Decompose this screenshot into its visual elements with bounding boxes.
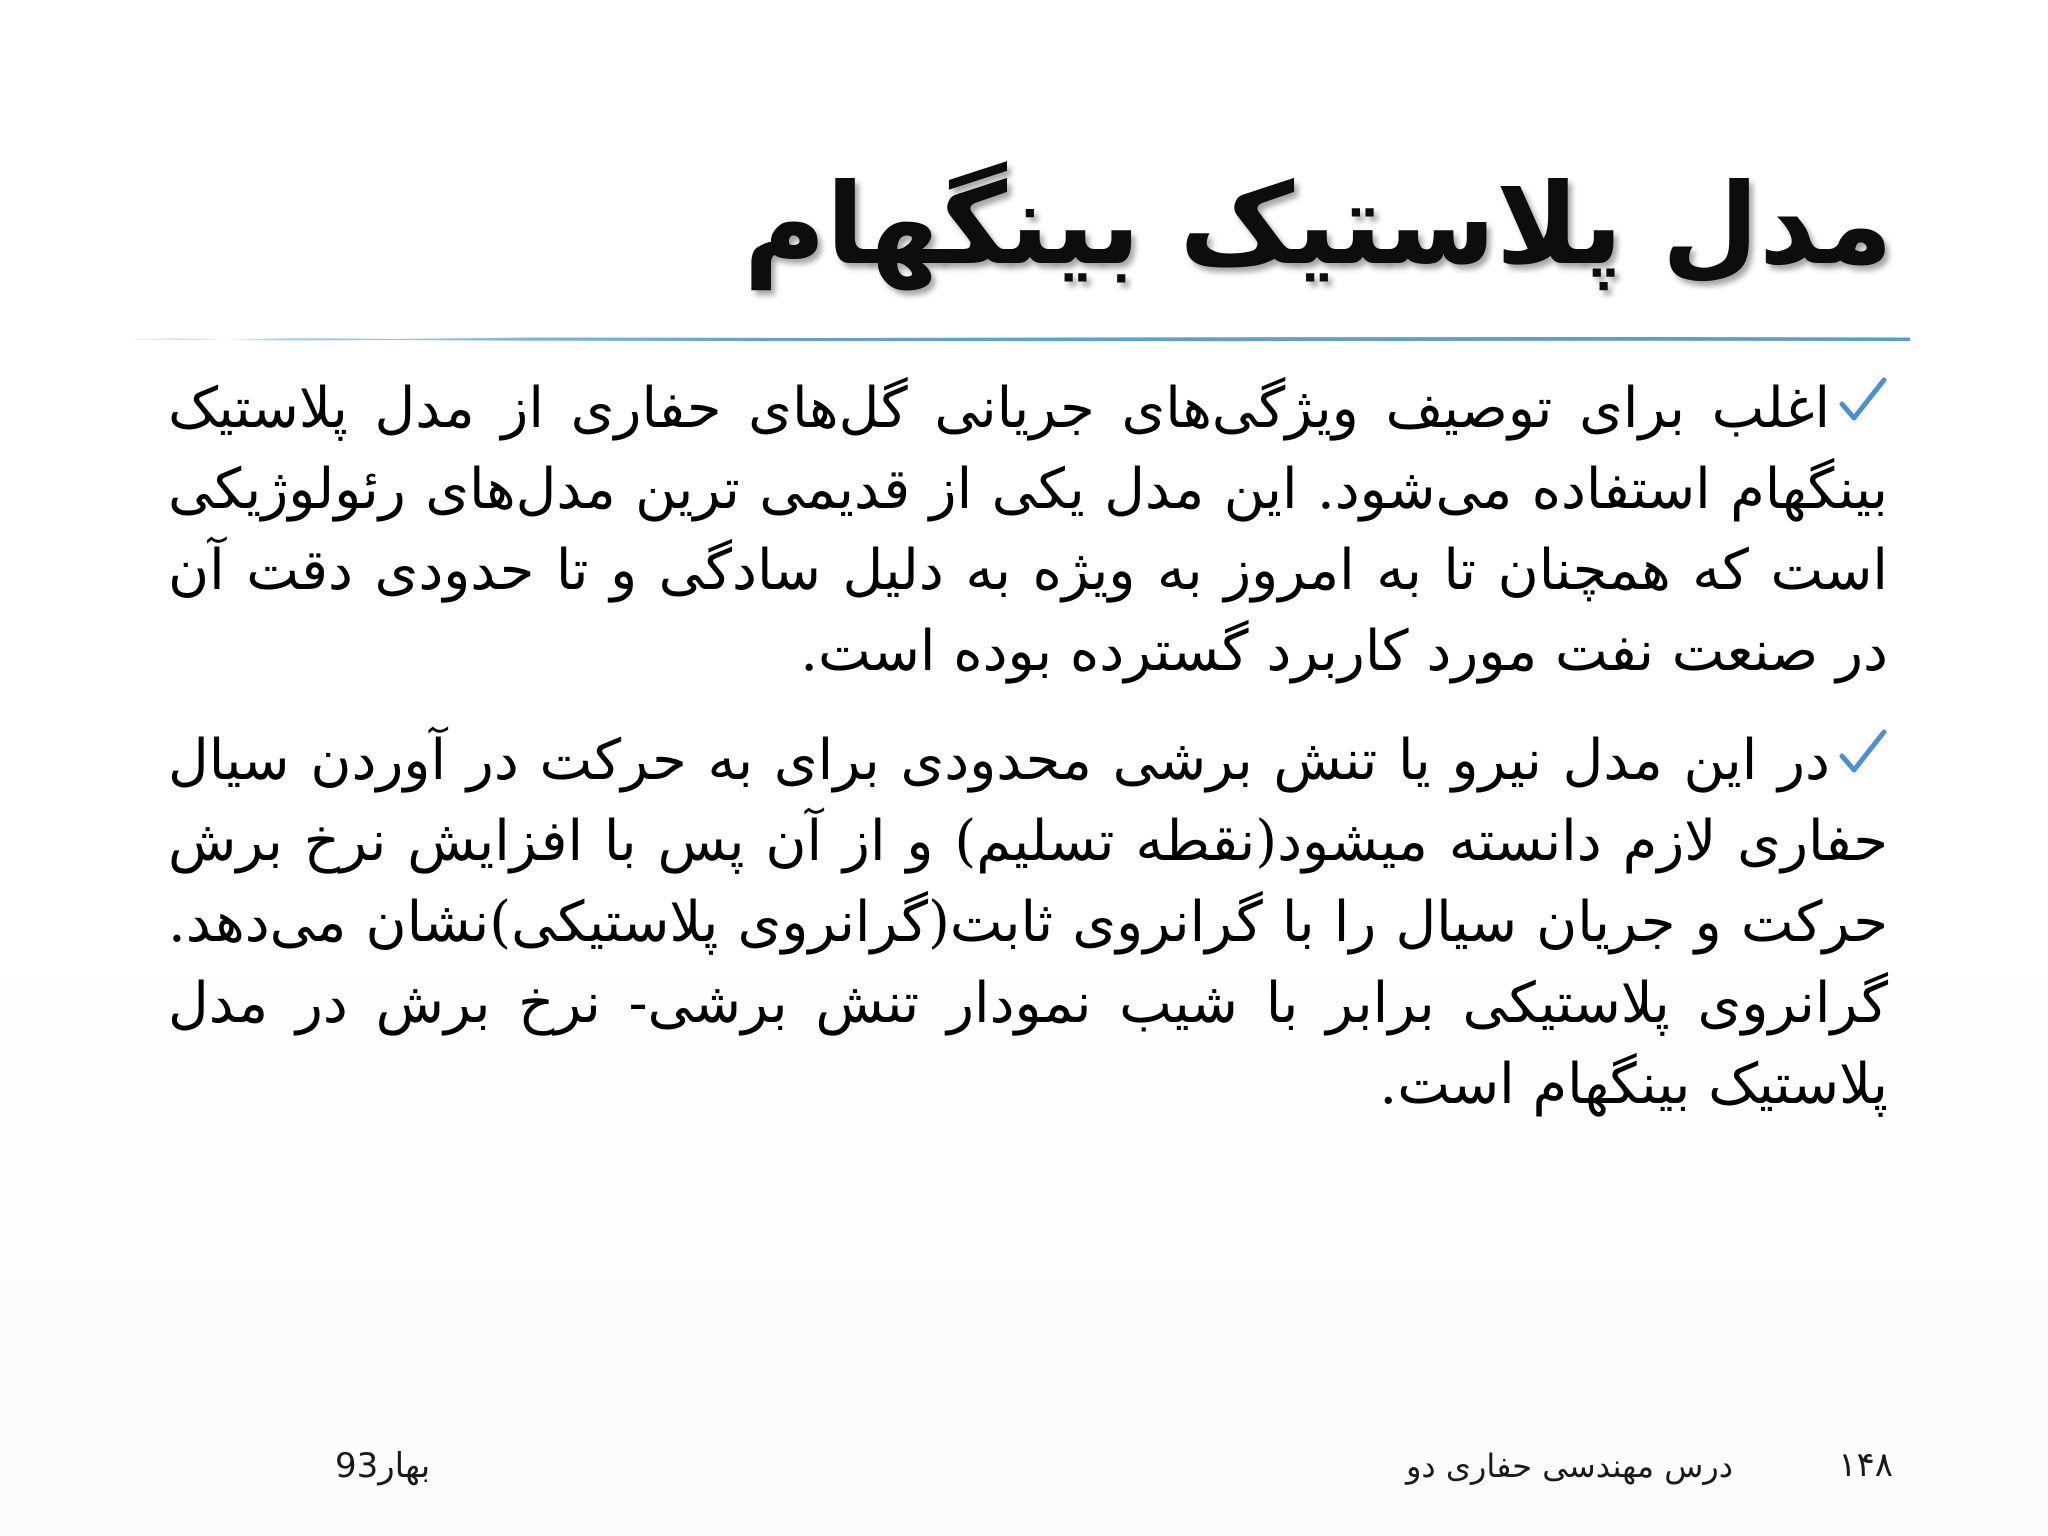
footer-term: بهار93 (335, 1446, 431, 1486)
bullet-item (168, 368, 1888, 692)
bullet-text: اغلب برای توصیف ویژگی‌های جریانی گل‌های حفاری از مدل پلاستیک بینگهام استفاده می‌شود. این مدل یکی از قدیمی ترین مدل‌های رئولوژیکی است که همچنان تا به امروز به ویژه به دلیل سادگی و تا حدودی دقت آن در صنعت نفت مورد کاربرد گسترده بوده است. (168, 376, 1888, 684)
bullet-text: در این مدل نیرو یا تنش برشی محدودی برای به حرکت در آوردن سیال حفاری لازم دانسته میشود(نقطه تسلیم) و از آن پس با افزایش نرخ برش حرکت و جریان سیال را با گرانروی ثابت(گرانروی پلاستیکی)نشان می‌دهد. گرانروی پلاستیکی برابر با شیب نمودار تنش برشی- نرخ برش در مدل پلاستیک بینگهام است. (168, 728, 1889, 1117)
title-divider (135, 334, 1910, 344)
bullet-item (168, 720, 1888, 1125)
footer-course-title: درس مهندسی حفاری دو (1405, 1447, 1733, 1485)
slide-number: ۱۴۸ (1838, 1445, 1893, 1485)
bullet-list (168, 368, 1888, 1153)
slide-title: مدل پلاستیک بینگهام (743, 160, 1893, 290)
